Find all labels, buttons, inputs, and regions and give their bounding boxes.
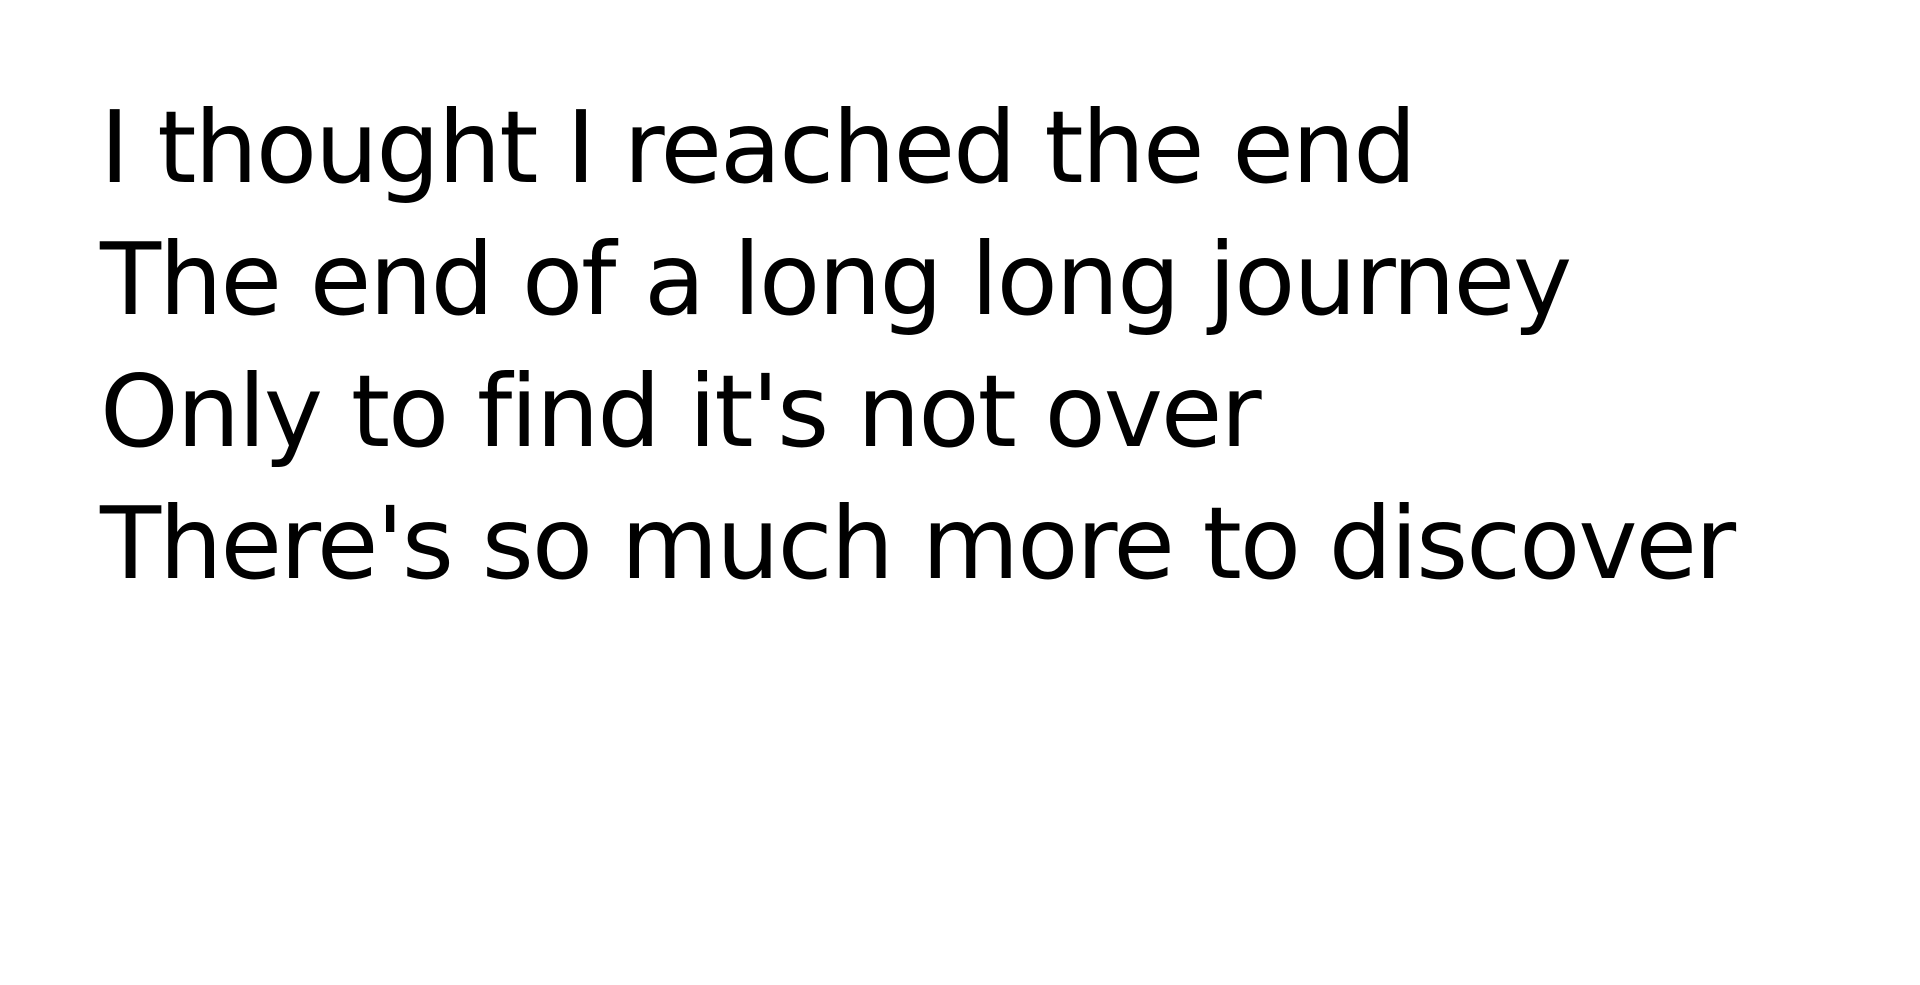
poem-text xyxy=(100,82,1734,610)
poem-line-2: The end of a long long journey xyxy=(100,221,1571,338)
poem-line-4: There's so much more to discover xyxy=(100,485,1735,602)
poem-line-3: Only to find it's not over xyxy=(100,353,1260,470)
poem-line-1: I thought I reached the end xyxy=(100,89,1415,206)
